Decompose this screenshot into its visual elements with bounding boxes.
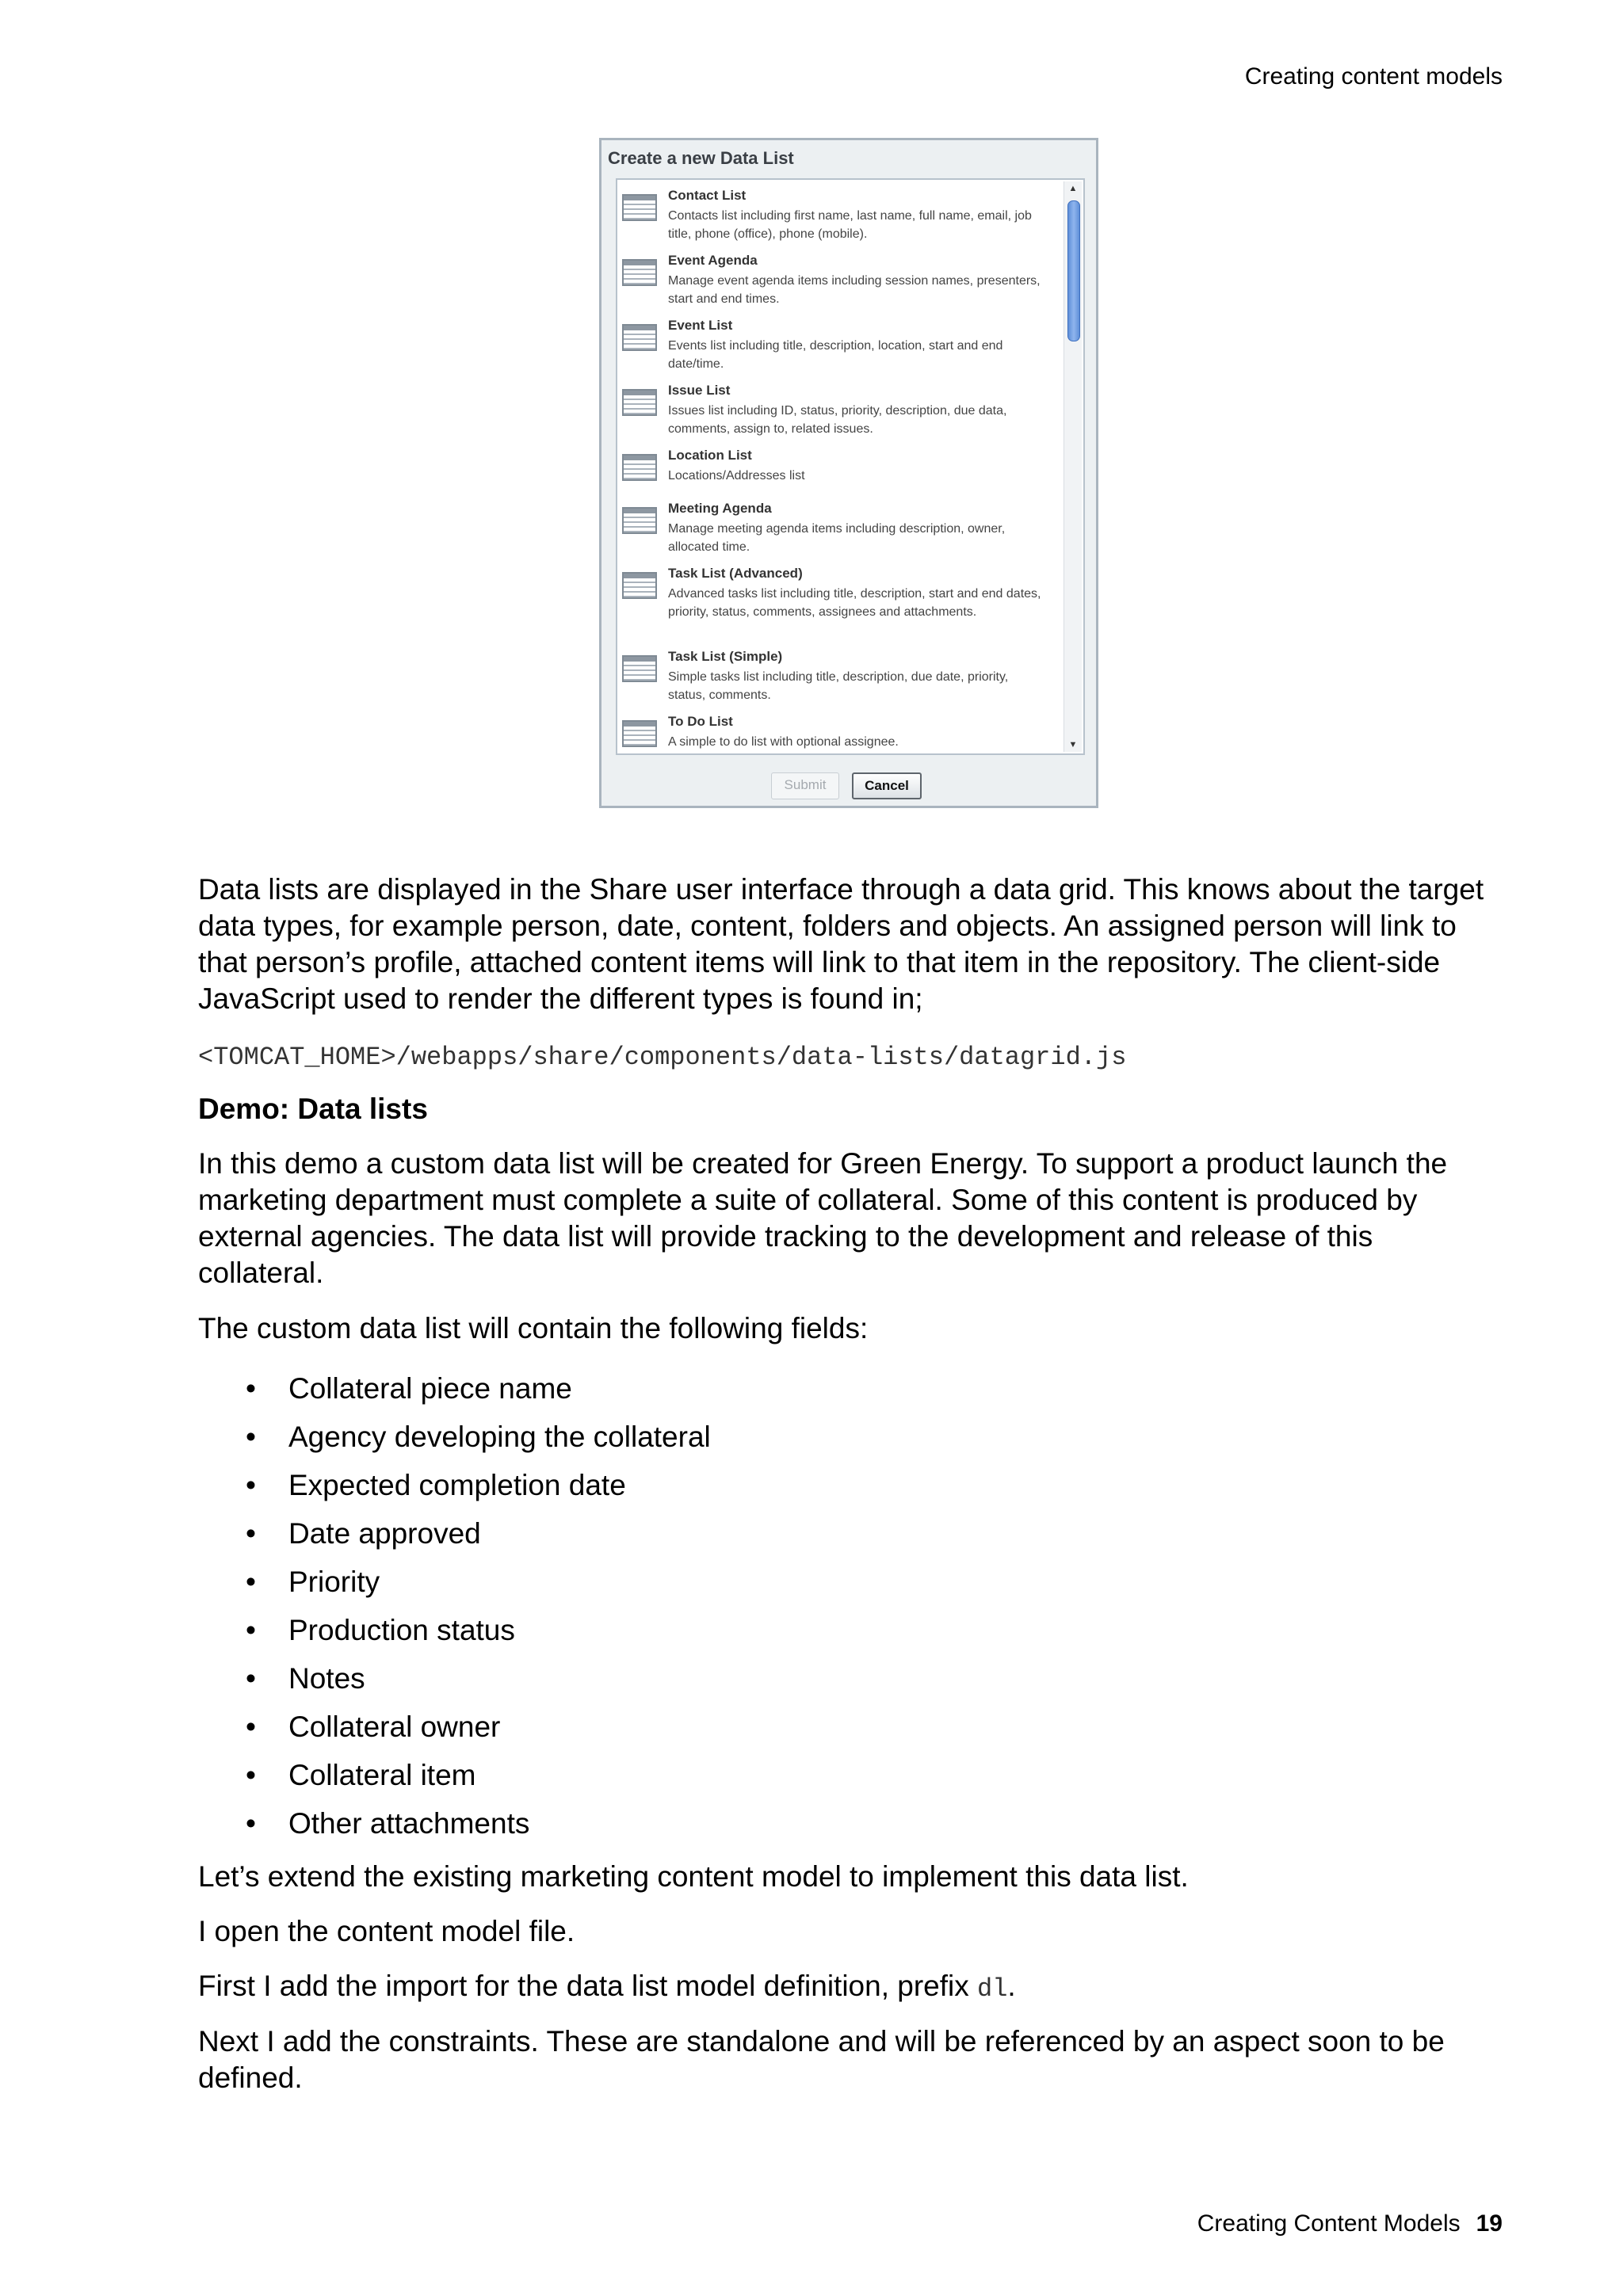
list-item-description: A simple to do list with optional assignee. bbox=[668, 735, 899, 749]
field-name: Collateral item bbox=[288, 1759, 476, 1791]
field-name: Other attachments bbox=[288, 1807, 530, 1840]
data-list-icon bbox=[622, 259, 657, 286]
list-item-description: Issues list including ID, status, priority, description, due data, comments, assign to, related issues. bbox=[668, 404, 1007, 436]
list-item-name: Task List (Simple) bbox=[668, 649, 783, 664]
list-item bbox=[246, 1661, 711, 1709]
list-item-name: Task List (Advanced) bbox=[668, 566, 803, 581]
inline-code: dl bbox=[977, 1974, 1008, 2004]
list-item bbox=[246, 1709, 711, 1757]
list-item bbox=[246, 1757, 711, 1806]
bullet-icon: • bbox=[246, 1372, 256, 1405]
running-header: Creating content models bbox=[1244, 63, 1503, 90]
section-heading: Demo: Data lists bbox=[198, 1093, 428, 1125]
data-list-icon bbox=[622, 720, 657, 747]
bullet-icon: • bbox=[246, 1469, 256, 1501]
page-footer bbox=[1197, 2210, 1503, 2237]
page-number: 19 bbox=[1476, 2210, 1503, 2237]
bullet-icon: • bbox=[246, 1807, 256, 1840]
create-data-list-dialog bbox=[599, 138, 1098, 808]
bullet-icon: • bbox=[246, 1711, 256, 1743]
bullet-icon: • bbox=[246, 1566, 256, 1598]
bullet-icon: • bbox=[246, 1759, 256, 1791]
data-list-type-list bbox=[616, 178, 1085, 755]
data-list-icon bbox=[622, 655, 657, 682]
list-item-name: To Do List bbox=[668, 714, 733, 729]
scroll-down-arrow-icon[interactable]: ▼ bbox=[1068, 740, 1078, 749]
code-path: <TOMCAT_HOME>/webapps/share/components/data-lists/datagrid.js bbox=[198, 1043, 1127, 1072]
scroll-up-arrow-icon[interactable]: ▲ bbox=[1068, 184, 1078, 193]
data-list-icon bbox=[622, 507, 657, 534]
list-item bbox=[246, 1564, 711, 1612]
bullet-icon: • bbox=[246, 1662, 256, 1695]
list-item-description: Events list including title, description, location, start and end date/time. bbox=[668, 339, 1003, 371]
list-item-description: Contacts list including first name, last name, full name, email, job title, phone (office), phone (mobile). bbox=[668, 209, 1032, 241]
data-list-icon bbox=[622, 194, 657, 221]
list-item bbox=[246, 1806, 711, 1854]
list-item bbox=[246, 1371, 711, 1419]
paragraph-text: First I add the import for the data list model definition, prefix bbox=[198, 1970, 978, 2002]
list-item-name: Contact List bbox=[668, 188, 747, 203]
submit-button[interactable]: Submit bbox=[771, 772, 839, 799]
field-name: Date approved bbox=[288, 1517, 481, 1550]
list-item-description: Advanced tasks list including title, description, start and end dates, priority, status, comments, assignees and attachments. bbox=[668, 587, 1041, 619]
paragraph: In this demo a custom data list will be created for Green Energy. To support a product launch the marketing department must complete a suite of collateral. Some of this content is produced by external agencies. The data list will provide tracking to the development and release of this collateral. bbox=[198, 1147, 1448, 1289]
field-name: Notes bbox=[288, 1662, 365, 1695]
list-item-name: Meeting Agenda bbox=[668, 501, 772, 516]
paragraph-text: . bbox=[1007, 1970, 1016, 2002]
paragraph: Data lists are displayed in the Share user interface through a data grid. This knows about the target data types, for example person, date, content, folders and objects. An assigned person will link to that person’s profile, attached content items will link to that item in the repository. The client-side JavaScript used to render the different types is found in; bbox=[198, 873, 1484, 1015]
field-name: Production status bbox=[288, 1614, 515, 1646]
field-list bbox=[246, 1371, 711, 1854]
bullet-icon: • bbox=[246, 1421, 256, 1453]
paragraph: Let’s extend the existing marketing content model to implement this data list. bbox=[198, 1860, 1189, 1893]
list-item-description: Locations/Addresses list bbox=[668, 469, 805, 482]
list-item-name: Event List bbox=[668, 318, 733, 333]
list-item-name: Event Agenda bbox=[668, 253, 758, 268]
list-item bbox=[246, 1612, 711, 1661]
field-name: Agency developing the collateral bbox=[288, 1421, 711, 1453]
list-scrollbar[interactable] bbox=[1064, 181, 1082, 752]
data-list-icon bbox=[622, 389, 657, 416]
scrollbar-thumb[interactable] bbox=[1067, 200, 1080, 341]
bullet-icon: • bbox=[246, 1614, 256, 1646]
list-item bbox=[246, 1516, 711, 1564]
list-item-description: Manage event agenda items including session names, presenters, start and end times. bbox=[668, 274, 1041, 306]
data-list-icon bbox=[622, 324, 657, 351]
list-item-description: Simple tasks list including title, description, due date, priority, status, comments. bbox=[668, 670, 1009, 702]
bullet-icon: • bbox=[246, 1517, 256, 1550]
footer-section-title: Creating Content Models bbox=[1197, 2210, 1461, 2237]
field-name: Priority bbox=[288, 1566, 380, 1598]
paragraph: I open the content model file. bbox=[198, 1915, 575, 1947]
data-list-icon bbox=[622, 454, 657, 481]
list-item-name: Location List bbox=[668, 448, 752, 463]
paragraph: The custom data list will contain the following fields: bbox=[198, 1312, 869, 1344]
list-item-name: Issue List bbox=[668, 383, 731, 398]
paragraph bbox=[198, 1968, 1506, 2008]
field-name: Collateral owner bbox=[288, 1711, 501, 1743]
field-name: Collateral piece name bbox=[288, 1372, 572, 1405]
list-item-description: Manage meeting agenda items including description, owner, allocated time. bbox=[668, 522, 1006, 554]
cancel-button[interactable]: Cancel bbox=[852, 772, 922, 799]
paragraph: Next I add the constraints. These are standalone and will be referenced by an aspect soon to be defined. bbox=[198, 2025, 1445, 2094]
field-name: Expected completion date bbox=[288, 1469, 626, 1501]
list-item bbox=[246, 1467, 711, 1516]
data-list-icon bbox=[622, 572, 657, 599]
list-item bbox=[246, 1419, 711, 1467]
dialog-title: Create a new Data List bbox=[608, 148, 794, 168]
